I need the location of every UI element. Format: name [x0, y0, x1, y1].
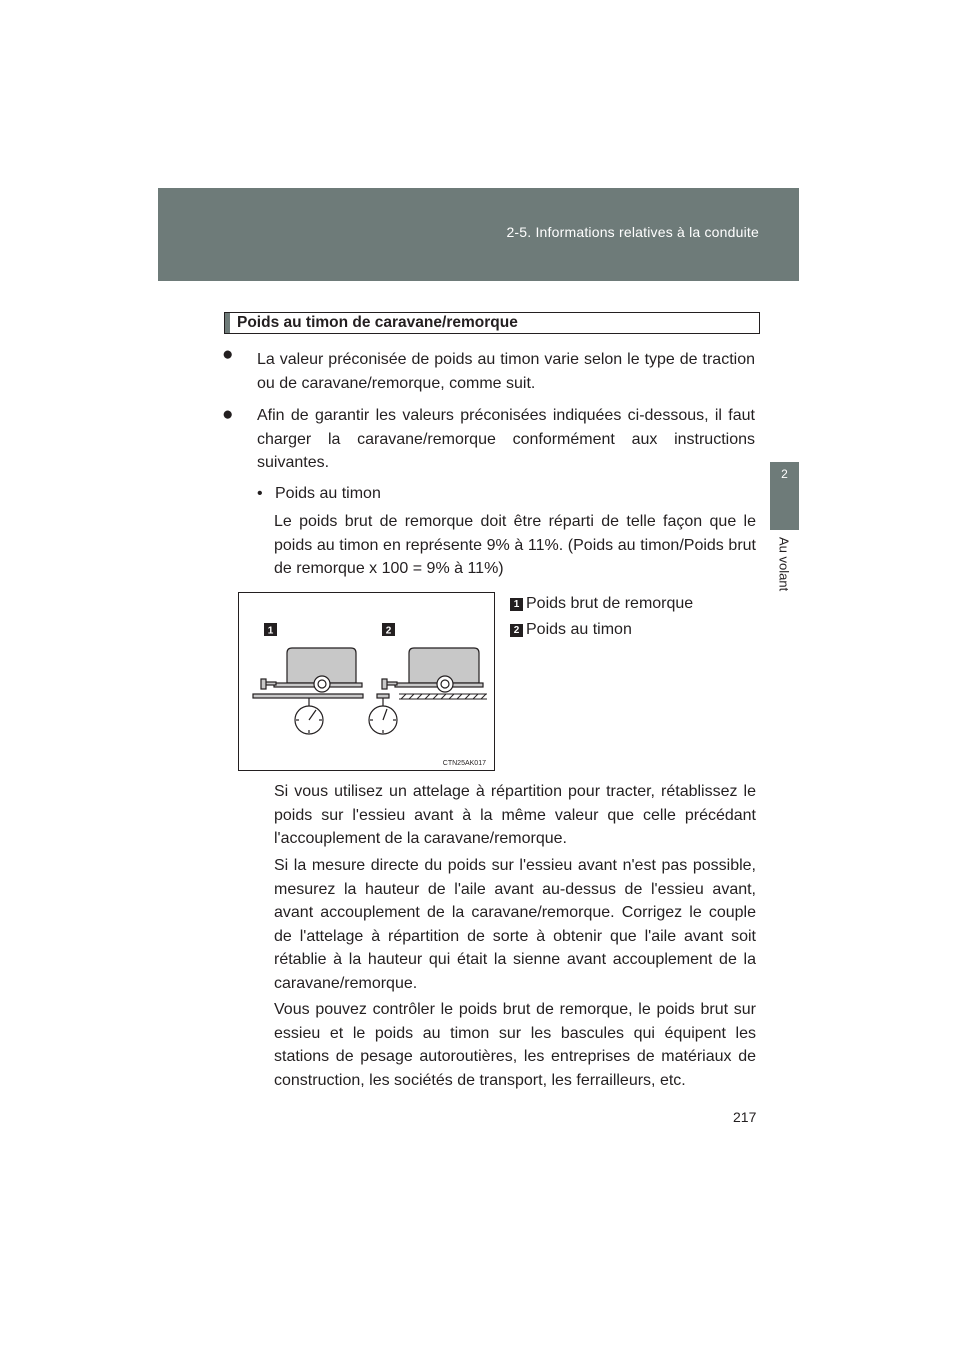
legend-text-1: Poids brut de remorque [526, 595, 694, 612]
paragraph-3: Vous pouvez contrôler le poids brut de remorque, le poids brut sur essieu et le poids au timon sur les bascules qui équipent les stations de pesage autoroutières, les entreprises de matériaux de construction, les sociétés de transport, les ferrailleurs, etc. [274, 1001, 756, 1089]
chapter-header-title: 2-5. Informations relatives à la conduite [506, 224, 759, 240]
legend-item-2 [510, 620, 632, 640]
trailer-on-scale [253, 648, 363, 698]
paragraph-2: Si la mesure directe du poids sur l'essieu avant n'est pas possible, mesurez la hauteur de l'aile avant au-dessus de l'essieu avant, avant accouplement de la caravane/remorque. Corrigez le couple de l'attelage à répartition de sorte à obtenir que l'aile avant soit rétablie à la hauteur qui était la sienne avant accouplement de la caravane/remorque. [274, 857, 756, 992]
legend-number-1: 1 [510, 598, 523, 611]
trailer-diagram [239, 593, 494, 770]
section-title-accent [225, 313, 230, 333]
subitem-text: Le poids brut de remorque doit être réparti de telle façon que le poids au timon en représente 9% à 11%. (Poids au timon/Poids brut de remorque x 100 = 9% à 11%) [274, 513, 756, 577]
chapter-side-label: Au volant [776, 537, 792, 592]
chapter-header-band [158, 188, 799, 281]
weight-gauge-2 [369, 698, 397, 734]
trailer-tongue-on-scale [377, 648, 483, 698]
section-title-box [224, 312, 760, 334]
legend-item-1 [510, 594, 693, 614]
legend-number-2: 2 [510, 624, 523, 637]
chapter-tab-number: 2 [781, 467, 788, 481]
legend-text-2: Poids au timon [526, 621, 632, 638]
callout-1-label: 1 [267, 625, 274, 637]
subitem-label: Poids au timon [275, 485, 381, 502]
bullet-text-1: La valeur préconisée de poids au timon varie selon le type de traction ou de caravane/remorque, comme suit. [257, 351, 755, 392]
bullet-text-2: Afin de garantir les valeurs préconisées indiquées ci-dessous, il faut charger la caravane/remorque conformément aux instructions suivantes. [257, 407, 755, 471]
bullet-icon: ● [222, 404, 234, 425]
trailer-weight-illustration [238, 592, 495, 771]
figure-code: CTN25AK017 [442, 760, 486, 767]
sub-bullet-icon: • [257, 485, 263, 502]
bullet-icon: ● [222, 344, 234, 365]
paragraph-1: Si vous utilisez un attelage à répartition pour tracter, rétablissez le poids sur l'essieu avant à la même valeur que celle précédant l'accouplement de la caravane/remorque. [274, 783, 756, 847]
page-number: 217 [733, 1109, 757, 1125]
ground-hatch [399, 694, 487, 699]
weight-gauge-1 [295, 698, 323, 734]
callout-2-label: 2 [385, 625, 392, 637]
chapter-side-tab [770, 462, 799, 530]
section-title: Poids au timon de caravane/remorque [237, 314, 518, 331]
